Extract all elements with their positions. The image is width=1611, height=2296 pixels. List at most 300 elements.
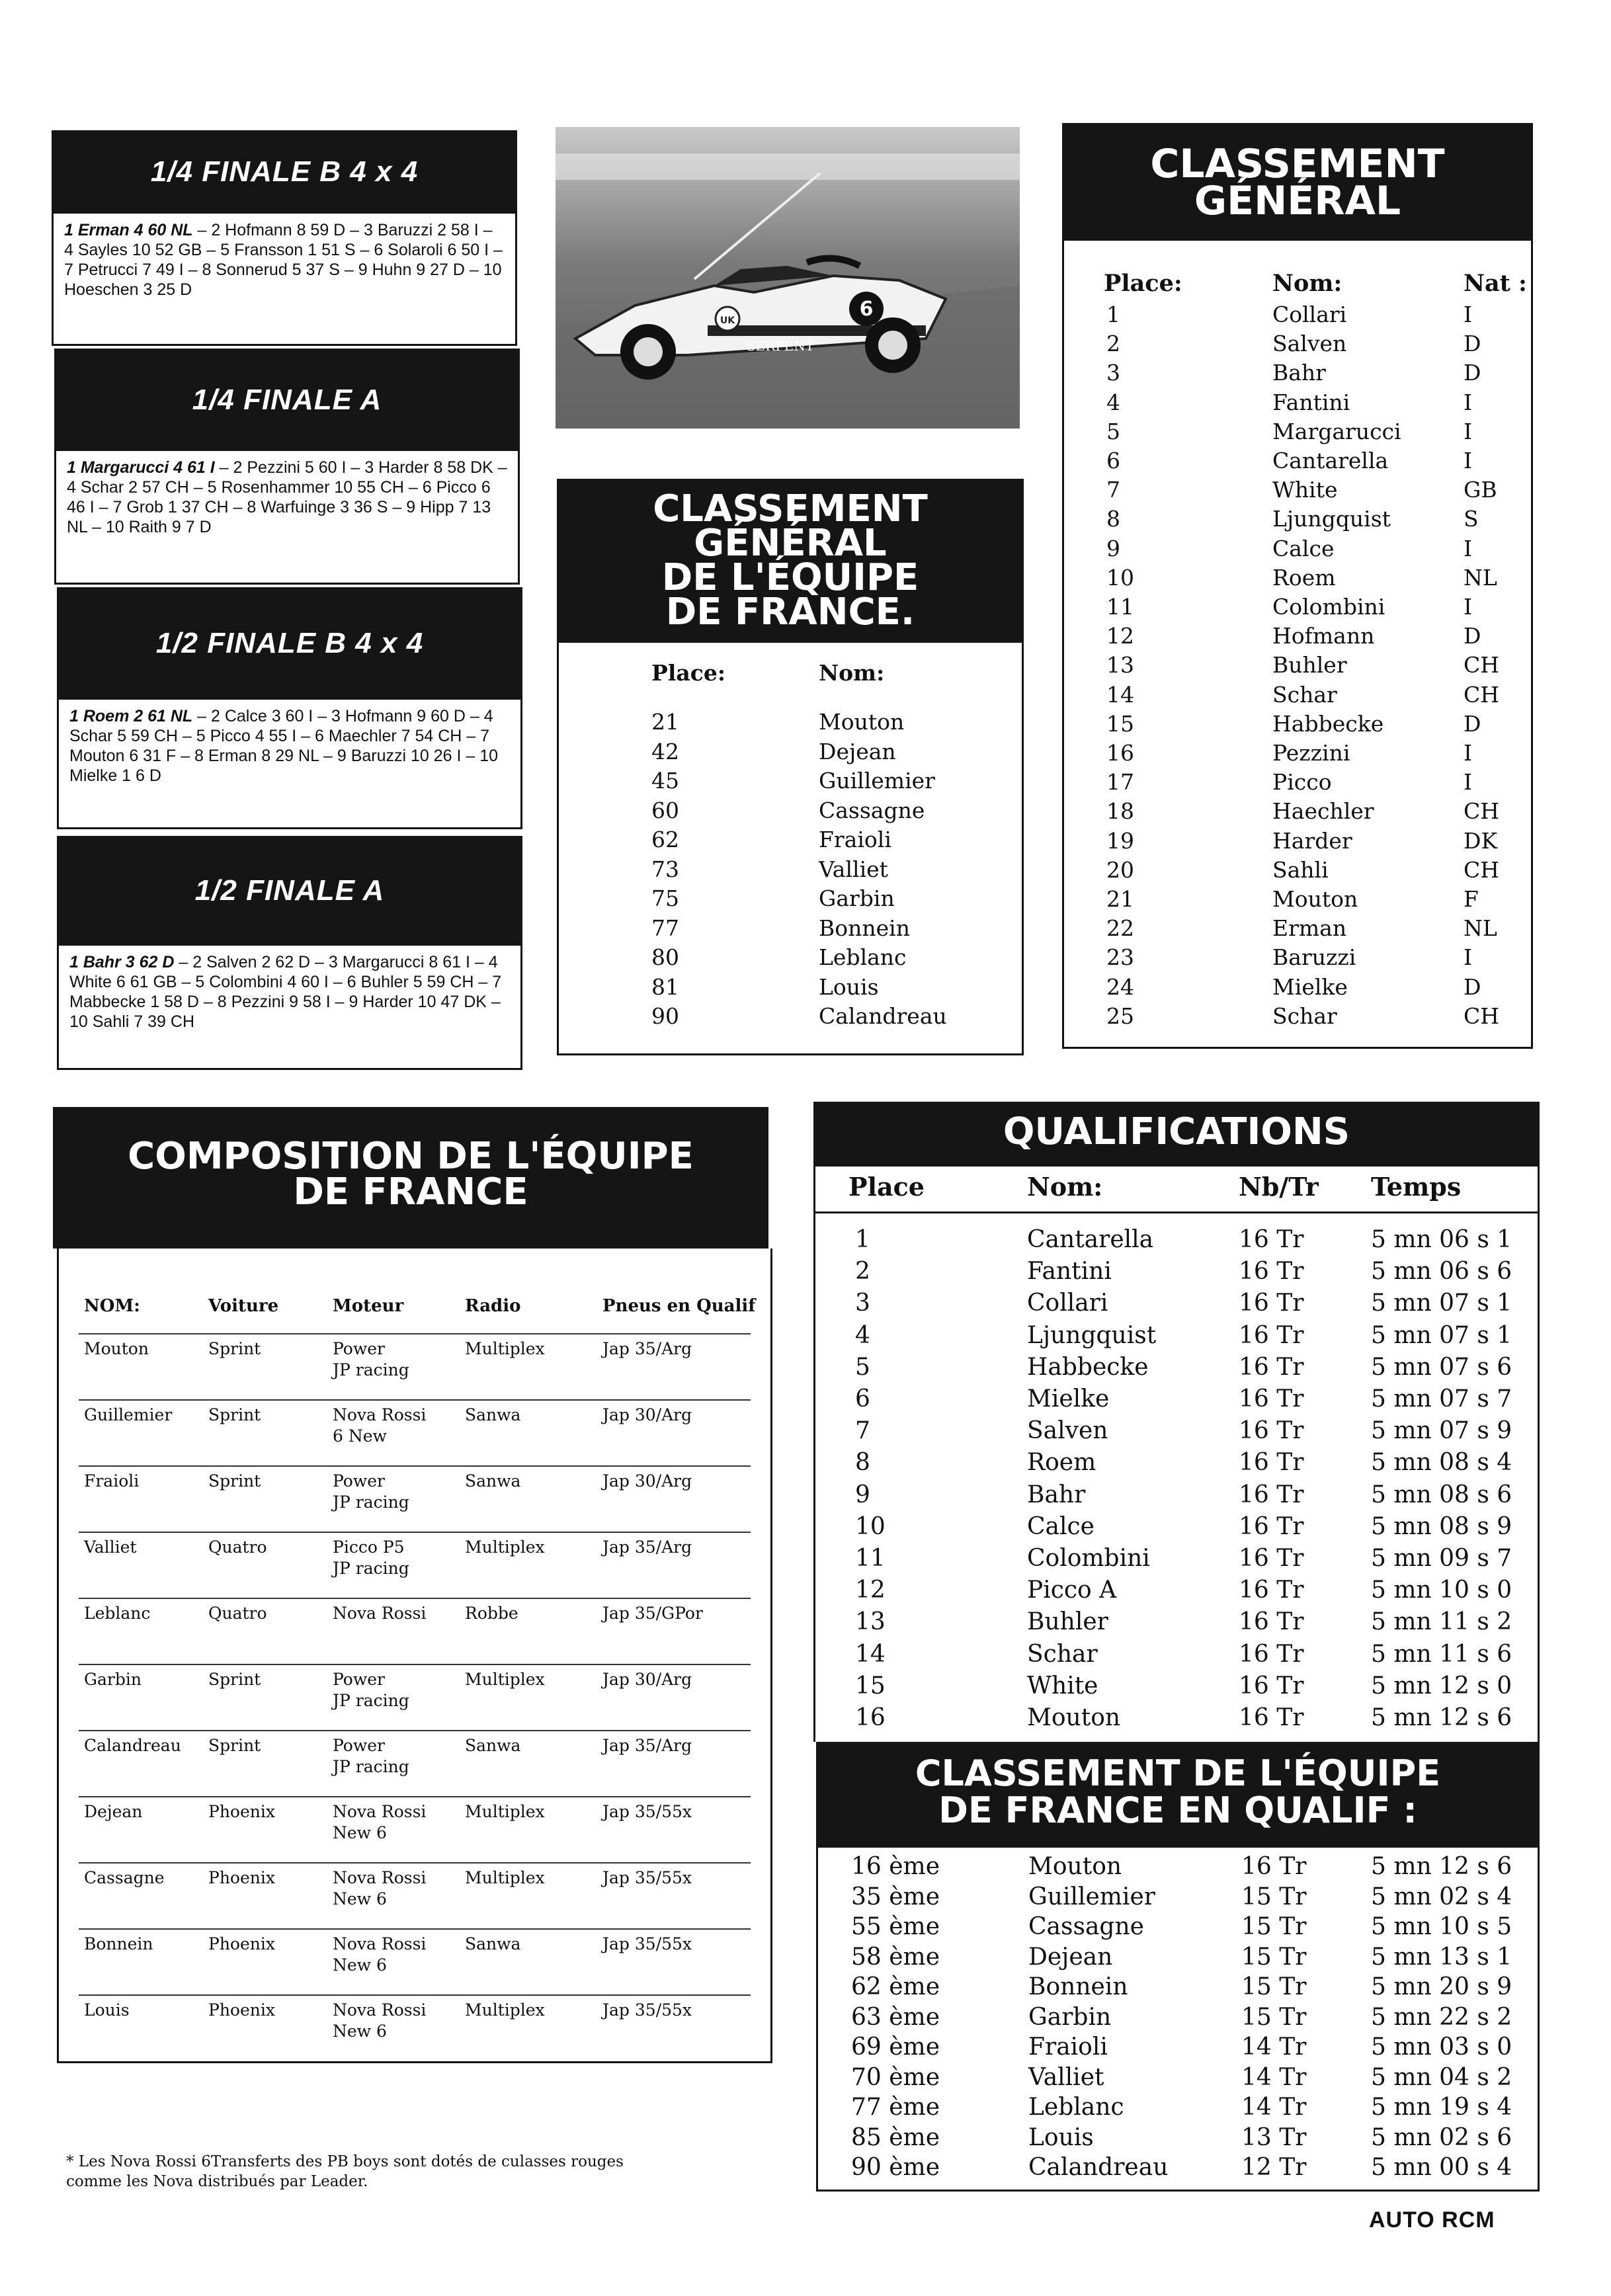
nat-cell: I: [1464, 448, 1473, 473]
radio-cell: Multiplex: [465, 1670, 545, 1689]
radio-cell: Multiplex: [465, 1868, 545, 1887]
quarter-a-results: 1 Margarucci 4 61 I – 2 Pezzini 5 60 I – 3 Harder 8 58 DK – 4 Schar 2 57 CH – 5 Rosenhammer 10 55 CH – 6 Picco 6 46 I – 7 Grob 1 37 CH – 8 Warfuinge 3 36 S – 9 Hipp 7 13 NL – 10 Raith 9 7 D: [54, 451, 520, 585]
time-cell: 5 mn 07 s 7: [1371, 1385, 1512, 1413]
place-cell: 11: [855, 1545, 886, 1572]
name-cell: Pezzini: [1272, 740, 1350, 766]
composition-rows: [79, 1249, 751, 2061]
radio-cell: Multiplex: [465, 1802, 545, 1821]
nat-cell: D: [1464, 973, 1481, 1000]
pneus-cell: Jap 30/Arg: [602, 1670, 692, 1689]
name-cell: Margarucci: [1272, 418, 1401, 444]
laps-cell: 15 Tr: [1241, 2003, 1307, 2031]
moteur-cell: Nova Rossi New 6: [333, 1802, 427, 1842]
name-cell: Calandreau: [819, 1003, 947, 1029]
moteur-cell: Power JP racing: [333, 1339, 409, 1379]
header-laps: Nb/Tr: [1239, 1172, 1319, 1202]
place-cell: 90 ème: [851, 2154, 940, 2181]
radio-cell: Robbe: [465, 1604, 518, 1623]
place-cell: 15: [1106, 710, 1134, 737]
place-cell: 6: [855, 1385, 870, 1413]
place-cell: 10: [855, 1512, 886, 1540]
header-time: Temps: [1371, 1172, 1462, 1202]
laps-cell: 13 Tr: [1241, 2123, 1307, 2151]
laps-cell: 16 Tr: [1239, 1226, 1304, 1253]
header-place: Place: [848, 1172, 925, 1202]
laps-cell: 16 Tr: [1239, 1449, 1304, 1477]
nat-cell: NL: [1464, 564, 1497, 591]
place-cell: 4: [1106, 389, 1120, 415]
title-line: DE FRANCE.: [665, 591, 915, 634]
moteur-cell: Picco P5 JP racing: [333, 1538, 409, 1578]
place-cell: 19: [1106, 827, 1134, 854]
place-cell: 16: [1106, 740, 1134, 766]
place-cell: 12: [1106, 623, 1134, 649]
title-line: GÉNÉRAL: [1194, 178, 1401, 224]
nom-cell: Cassagne: [84, 1868, 165, 1887]
moteur-cell: Nova Rossi New 6: [333, 1868, 427, 1908]
time-cell: 5 mn 07 s 1: [1371, 1290, 1512, 1317]
france-qualif-table: [816, 1848, 1540, 2192]
moteur-cell: Nova Rossi 6 New: [333, 1405, 427, 1446]
table-row: [79, 1532, 751, 1599]
composition-title: [53, 1107, 768, 1249]
name-cell: White: [1027, 1672, 1098, 1700]
laps-cell: 16 Tr: [1239, 1640, 1304, 1668]
moteur-cell: Nova Rossi: [333, 1604, 427, 1623]
composition-table: [57, 1249, 772, 2063]
car-logo-label: UK: [720, 315, 735, 326]
place-cell: 17: [1106, 769, 1134, 796]
place-cell: 45: [651, 768, 679, 794]
name-cell: Leblanc: [1028, 2094, 1124, 2121]
laps-cell: 12 Tr: [1241, 2154, 1307, 2181]
time-cell: 5 mn 06 s 1: [1371, 1226, 1512, 1253]
laps-cell: 16 Tr: [1239, 1512, 1304, 1540]
voiture-cell: Sprint: [208, 1471, 261, 1491]
nat-cell: D: [1464, 331, 1481, 357]
place-cell: 60: [651, 797, 679, 823]
table-row: [79, 1399, 751, 1467]
place-cell: 24: [1106, 973, 1134, 1000]
pneus-cell: Jap 35/Arg: [602, 1339, 692, 1358]
header-nat: Nat :: [1464, 270, 1527, 297]
nat-cell: F: [1464, 886, 1479, 912]
radio-cell: Multiplex: [465, 1339, 545, 1358]
voiture-cell: Sprint: [208, 1736, 261, 1755]
nom-cell: Bonnein: [84, 1934, 153, 1953]
title-line: DE L'ÉQUIPE: [661, 556, 919, 599]
place-cell: 1: [1106, 302, 1120, 327]
time-cell: 5 mn 10 s 5: [1371, 1913, 1512, 1940]
name-cell: Cantarella: [1272, 448, 1389, 473]
place-cell: 3: [855, 1290, 870, 1317]
name-cell: Collari: [1027, 1290, 1108, 1317]
name-cell: Cassagne: [819, 797, 925, 823]
nat-cell: D: [1464, 360, 1481, 386]
voiture-cell: Quatro: [208, 1538, 267, 1557]
name-cell: White: [1272, 477, 1338, 503]
title-line: COMPOSITION DE L'ÉQUIPE: [128, 1135, 694, 1178]
place-cell: 73: [651, 856, 679, 882]
qualifications-table: [813, 1167, 1540, 1742]
laps-cell: 16 Tr: [1239, 1577, 1304, 1604]
nat-cell: CH: [1464, 856, 1500, 883]
quarter-b-title: 1/4 FINALE B 4 x 4: [52, 130, 517, 214]
voiture-cell: Sprint: [208, 1405, 261, 1424]
laps-cell: 15 Tr: [1241, 1883, 1307, 1910]
header-place: Place:: [651, 660, 726, 686]
name-cell: Valliet: [1028, 2063, 1104, 2091]
race-car-illustration: [556, 127, 1020, 429]
laps-cell: 16 Tr: [1239, 1321, 1304, 1349]
time-cell: 5 mn 02 s 6: [1371, 2123, 1512, 2151]
name-cell: Roem: [1027, 1449, 1096, 1477]
place-cell: 2: [1106, 331, 1120, 357]
place-cell: 9: [855, 1481, 870, 1508]
name-cell: Louis: [1028, 2123, 1094, 2151]
title-line: CLASSEMENT: [1150, 141, 1445, 187]
place-cell: 4: [855, 1321, 870, 1349]
quarter-a-title: 1/4 FINALE A: [54, 348, 520, 451]
nat-cell: CH: [1464, 798, 1500, 825]
place-cell: 55 ème: [851, 1913, 940, 1940]
name-cell: Mouton: [1272, 886, 1358, 912]
name-cell: Buhler: [1027, 1608, 1108, 1636]
name-cell: Louis: [819, 973, 879, 1000]
title-line: CLASSEMENT DE L'ÉQUIPE: [915, 1752, 1441, 1794]
title-line: CLASSEMENT: [653, 487, 928, 530]
qualifications-title: [813, 1102, 1540, 1167]
laps-cell: 16 Tr: [1239, 1385, 1304, 1413]
title-line: GÉNÉRAL: [694, 522, 887, 565]
name-cell: Salven: [1027, 1417, 1108, 1445]
nat-cell: I: [1464, 389, 1473, 415]
name-cell: Mouton: [1028, 1853, 1122, 1880]
laps-cell: 14 Tr: [1241, 2033, 1307, 2061]
time-cell: 5 mn 06 s 6: [1371, 1258, 1512, 1286]
laps-cell: 16 Tr: [1239, 1353, 1304, 1381]
radio-cell: Multiplex: [465, 2000, 545, 2020]
nat-cell: I: [1464, 535, 1473, 561]
time-cell: 5 mn 20 s 9: [1371, 1973, 1512, 2000]
nat-cell: CH: [1464, 1003, 1500, 1029]
nat-cell: I: [1464, 740, 1473, 766]
table-row: [79, 1598, 751, 1665]
name-cell: Dejean: [819, 738, 896, 764]
moteur-cell: Power JP racing: [333, 1670, 409, 1710]
voiture-cell: Sprint: [208, 1670, 261, 1689]
nat-cell: NL: [1464, 915, 1497, 942]
voiture-cell: Phoenix: [208, 1802, 275, 1821]
time-cell: 5 mn 02 s 4: [1371, 1883, 1512, 1910]
name-cell: Bonnein: [1028, 1973, 1128, 2000]
nom-cell: Mouton: [84, 1339, 149, 1358]
name-cell: Calandreau: [1028, 2154, 1169, 2181]
name-cell: Bahr: [1027, 1481, 1086, 1508]
pneus-cell: Jap 35/55x: [602, 2000, 692, 2020]
pneus-cell: Jap 35/Arg: [602, 1538, 692, 1557]
table-row: [79, 1730, 751, 1797]
place-cell: 75: [651, 885, 679, 911]
place-cell: 8: [855, 1449, 870, 1477]
place-cell: 35 ème: [851, 1883, 940, 1910]
place-cell: 16 ème: [851, 1853, 940, 1880]
time-cell: 5 mn 22 s 2: [1371, 2003, 1512, 2031]
nat-cell: D: [1464, 710, 1481, 737]
france-general-table: [557, 643, 1024, 1055]
semi-a-title: 1/2 FINALE A: [57, 836, 522, 946]
qualifications-title-text: QUALIFICATIONS: [1003, 1110, 1350, 1153]
place-cell: 8: [1106, 506, 1120, 532]
place-cell: 13: [855, 1608, 886, 1636]
time-cell: 5 mn 11 s 6: [1371, 1640, 1512, 1668]
time-cell: 5 mn 12 s 0: [1371, 1672, 1512, 1700]
semi-b-title: 1/2 FINALE B 4 x 4: [57, 587, 522, 700]
name-cell: Schar: [1027, 1640, 1098, 1668]
laps-cell: 16 Tr: [1239, 1608, 1304, 1636]
car-number: 6: [859, 298, 874, 321]
place-cell: 12: [855, 1577, 886, 1604]
place-cell: 77 ème: [851, 2094, 940, 2121]
time-cell: 5 mn 03 s 0: [1371, 2033, 1512, 2061]
name-cell: Fantini: [1027, 1258, 1112, 1286]
nat-cell: D: [1464, 623, 1481, 649]
place-cell: 7: [855, 1417, 870, 1445]
table-header: [815, 1167, 1538, 1213]
voiture-cell: Phoenix: [208, 2000, 275, 2020]
time-cell: 5 mn 12 s 6: [1371, 1704, 1512, 1731]
nat-cell: CH: [1464, 652, 1500, 678]
header-radio: Radio: [465, 1296, 521, 1316]
time-cell: 5 mn 09 s 7: [1371, 1545, 1512, 1572]
nat-cell: CH: [1464, 681, 1500, 708]
place-cell: 15: [855, 1672, 886, 1700]
car-brand-label: SERPENT: [746, 338, 815, 354]
pneus-cell: Jap 35/Arg: [602, 1736, 692, 1755]
name-cell: Erman: [1272, 915, 1347, 942]
voiture-cell: Quatro: [208, 1604, 267, 1623]
name-cell: Sahli: [1272, 856, 1329, 883]
nom-cell: Leblanc: [84, 1604, 151, 1623]
nom-cell: Garbin: [84, 1670, 142, 1689]
radio-cell: Sanwa: [465, 1405, 521, 1424]
place-cell: 62 ème: [851, 1973, 940, 2000]
place-cell: 18: [1106, 798, 1134, 825]
nom-cell: Fraioli: [84, 1471, 140, 1491]
place-cell: 21: [651, 709, 679, 735]
place-cell: 7: [1106, 477, 1120, 503]
header-name: Nom:: [1027, 1172, 1103, 1202]
name-cell: Calce: [1272, 535, 1335, 561]
name-cell: Roem: [1272, 564, 1336, 591]
voiture-cell: Phoenix: [208, 1934, 275, 1953]
place-cell: 5: [855, 1353, 870, 1381]
header-place: Place:: [1104, 270, 1182, 297]
laps-cell: 15 Tr: [1241, 1943, 1307, 1971]
pneus-cell: Jap 35/55x: [602, 1934, 692, 1953]
place-cell: 70 ème: [851, 2063, 940, 2091]
place-cell: 58 ème: [851, 1943, 940, 1971]
radio-cell: Sanwa: [465, 1471, 521, 1491]
name-cell: Hofmann: [1272, 623, 1375, 649]
laps-cell: 16 Tr: [1241, 1853, 1307, 1880]
time-cell: 5 mn 07 s 9: [1371, 1417, 1512, 1445]
nom-cell: Louis: [84, 2000, 130, 2020]
name-cell: Mielke: [1272, 973, 1348, 1000]
nat-cell: I: [1464, 302, 1473, 327]
name-cell: Colombini: [1027, 1545, 1150, 1572]
place-cell: 85 ème: [851, 2123, 940, 2151]
name-cell: Harder: [1272, 827, 1352, 854]
place-cell: 81: [651, 973, 679, 1000]
time-cell: 5 mn 08 s 9: [1371, 1512, 1512, 1540]
name-cell: Cassagne: [1028, 1913, 1144, 1940]
name-cell: Salven: [1272, 331, 1347, 357]
nom-cell: Dejean: [84, 1802, 143, 1821]
race-car-photo: [556, 127, 1020, 429]
pneus-cell: Jap 30/Arg: [602, 1405, 692, 1424]
laps-cell: 16 Tr: [1239, 1545, 1304, 1572]
nat-cell: I: [1464, 418, 1473, 444]
pneus-cell: Jap 35/55x: [602, 1868, 692, 1887]
name-cell: Habbecke: [1272, 710, 1384, 737]
laps-cell: 16 Tr: [1239, 1704, 1304, 1731]
name-cell: Garbin: [819, 885, 895, 911]
radio-cell: Sanwa: [465, 1736, 521, 1755]
nom-cell: Valliet: [84, 1538, 137, 1557]
laps-cell: 16 Tr: [1239, 1290, 1304, 1317]
voiture-cell: Sprint: [208, 1339, 261, 1358]
laps-cell: 14 Tr: [1241, 2094, 1307, 2121]
name-cell: Mielke: [1027, 1385, 1110, 1413]
name-cell: Picco A: [1027, 1577, 1117, 1604]
laps-cell: 15 Tr: [1241, 1913, 1307, 1940]
place-cell: 9: [1106, 535, 1120, 561]
name-cell: Bahr: [1272, 360, 1326, 386]
time-cell: 5 mn 08 s 6: [1371, 1481, 1512, 1508]
place-cell: 10: [1106, 564, 1134, 591]
title-line: DE FRANCE EN QUALIF :: [938, 1789, 1417, 1831]
place-cell: 1: [855, 1226, 870, 1253]
laps-cell: 16 Tr: [1239, 1481, 1304, 1508]
pneus-cell: Jap 35/GPor: [602, 1604, 703, 1623]
name-cell: Fraioli: [1028, 2033, 1108, 2061]
place-cell: 13: [1106, 652, 1134, 678]
laps-cell: 16 Tr: [1239, 1672, 1304, 1700]
header-name: Nom:: [1272, 270, 1342, 297]
name-cell: Dejean: [1028, 1943, 1113, 1971]
name-cell: Guillemier: [819, 768, 935, 794]
place-cell: 62: [651, 827, 679, 852]
header-moteur: Moteur: [333, 1296, 404, 1316]
moteur-cell: Power JP racing: [333, 1736, 409, 1776]
name-cell: Picco: [1272, 769, 1332, 796]
table-row: [79, 1664, 751, 1731]
name-cell: Fraioli: [819, 827, 891, 852]
name-cell: Fantini: [1272, 389, 1350, 415]
title-line: DE FRANCE: [293, 1170, 528, 1213]
nat-cell: I: [1464, 594, 1473, 620]
place-cell: 11: [1106, 594, 1134, 620]
time-cell: 5 mn 12 s 6: [1371, 1853, 1512, 1880]
nat-cell: S: [1464, 506, 1479, 532]
name-cell: Colombini: [1272, 594, 1385, 620]
quarter-b-results: 1 Erman 4 60 NL – 2 Hofmann 8 59 D – 3 Baruzzi 2 58 I – 4 Sayles 10 52 GB – 5 Fransson 1 51 S – 6 Solaroli 6 50 I – 7 Petrucci 7 49 I – 8 Sonnerud 5 37 S – 9 Huhn 9 27 D – 10 Hoeschen 3 25 D: [52, 214, 517, 346]
place-cell: 6: [1106, 448, 1120, 473]
name-cell: Garbin: [1028, 2003, 1112, 2031]
name-cell: Collari: [1272, 302, 1347, 327]
name-cell: Ljungquist: [1272, 506, 1391, 532]
place-cell: 16: [855, 1704, 886, 1731]
general-title: [1062, 123, 1533, 241]
header-name: Nom:: [819, 660, 885, 686]
header-nom: NOM:: [84, 1296, 140, 1316]
place-cell: 14: [1106, 681, 1134, 708]
radio-cell: Sanwa: [465, 1934, 521, 1953]
voiture-cell: Phoenix: [208, 1868, 275, 1887]
laps-cell: 15 Tr: [1241, 1973, 1307, 2000]
name-cell: Mouton: [1027, 1704, 1121, 1731]
composition-footnote: * Les Nova Rossi 6Transferts des PB boys sont dotés de culasses rouges comme les Nova distribués par Leader.: [66, 2153, 624, 2190]
place-cell: 69 ème: [851, 2033, 940, 2061]
france-general-title: [557, 479, 1024, 643]
table-row: [79, 1465, 751, 1533]
name-cell: Schar: [1272, 1003, 1337, 1029]
place-cell: 90: [651, 1003, 679, 1029]
table-row: [79, 1333, 751, 1401]
general-table: [1062, 241, 1533, 1049]
name-cell: Guillemier: [1028, 1883, 1155, 1910]
moteur-cell: Nova Rossi New 6: [333, 2000, 427, 2041]
name-cell: Buhler: [1272, 652, 1347, 678]
table-row: [79, 1994, 751, 2062]
time-cell: 5 mn 19 s 4: [1371, 2094, 1512, 2121]
name-cell: Calce: [1027, 1512, 1095, 1540]
time-cell: 5 mn 11 s 2: [1371, 1608, 1512, 1636]
france-qualif-title: [816, 1742, 1540, 1848]
name-cell: Cantarella: [1027, 1226, 1154, 1253]
name-cell: Mouton: [819, 709, 905, 735]
laps-cell: 16 Tr: [1239, 1258, 1304, 1286]
place-cell: 42: [651, 738, 679, 764]
nat-cell: I: [1464, 769, 1473, 796]
laps-cell: 14 Tr: [1241, 2063, 1307, 2091]
nom-cell: Guillemier: [84, 1405, 173, 1424]
table-row: [79, 1862, 751, 1930]
place-cell: 77: [651, 915, 679, 941]
place-cell: 21: [1106, 886, 1134, 912]
place-cell: 80: [651, 944, 679, 970]
laps-cell: 16 Tr: [1239, 1417, 1304, 1445]
nat-cell: I: [1464, 944, 1473, 971]
name-cell: Bonnein: [819, 915, 910, 941]
pneus-cell: Jap 30/Arg: [602, 1471, 692, 1491]
header-voiture: Voiture: [208, 1296, 279, 1316]
place-cell: 3: [1106, 360, 1120, 386]
nat-cell: GB: [1464, 477, 1497, 503]
nom-cell: Calandreau: [84, 1736, 181, 1755]
semi-b-results: 1 Roem 2 61 NL – 2 Calce 3 60 I – 3 Hofmann 9 60 D – 4 Schar 5 59 CH – 5 Picco 4 55 I – 6 Maechler 7 54 CH – 7 Mouton 6 31 F – 8 Erman 8 29 NL – 9 Baruzzi 10 26 I – 10 Mielke 1 6 D: [57, 700, 522, 829]
name-cell: Leblanc: [819, 944, 907, 970]
table-row: [79, 1796, 751, 1864]
place-cell: 20: [1106, 856, 1134, 883]
table-row: [79, 1928, 751, 1996]
place-cell: 63 ème: [851, 2003, 940, 2031]
time-cell: 5 mn 13 s 1: [1371, 1943, 1512, 1971]
place-cell: 5: [1106, 418, 1120, 444]
name-cell: Baruzzi: [1272, 944, 1356, 971]
time-cell: 5 mn 08 s 4: [1371, 1449, 1512, 1477]
